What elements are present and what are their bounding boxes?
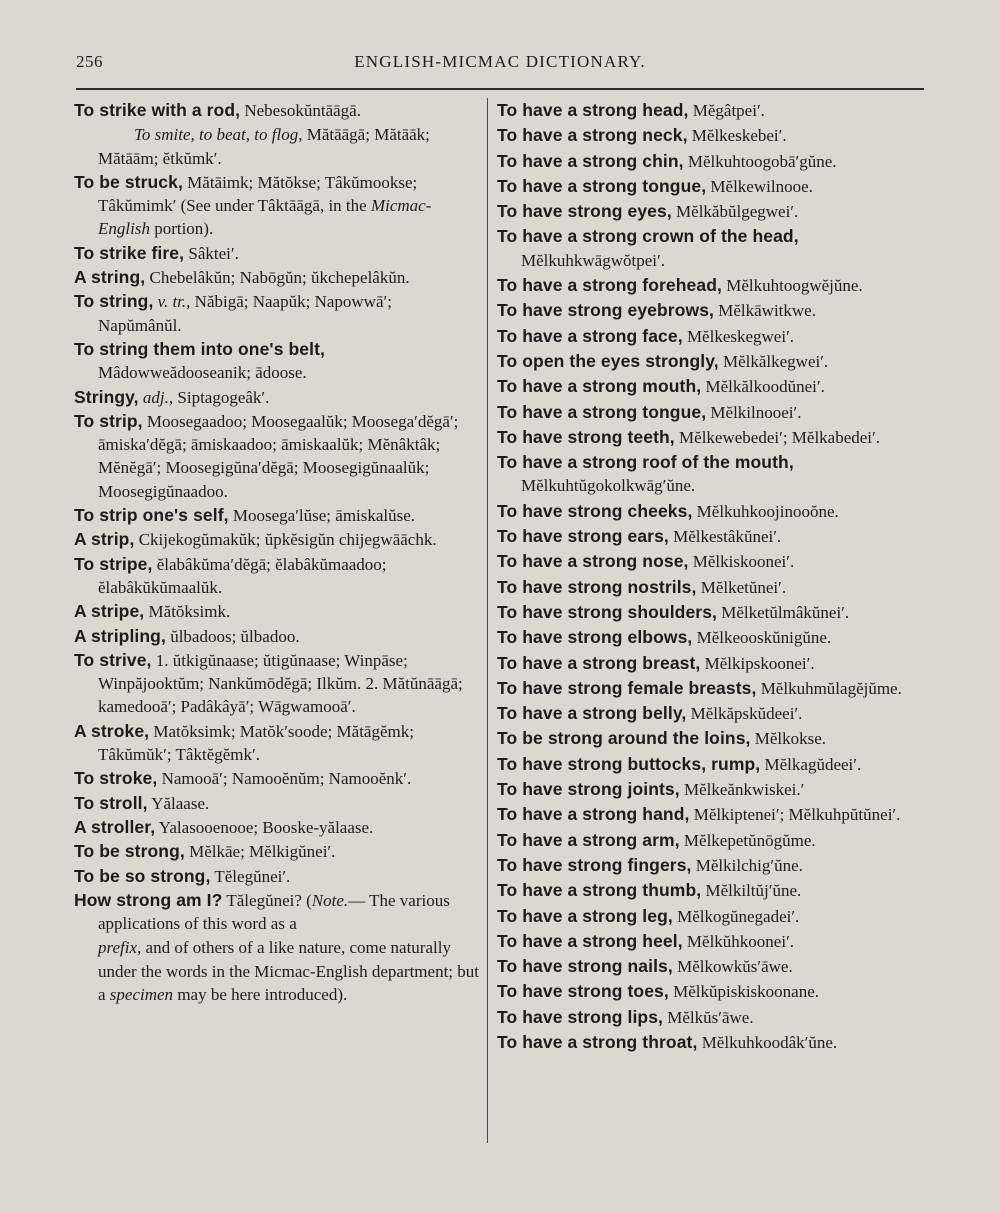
entry-definition: Mĕlkuhtŭgokolkwāg′ŭne. [521, 476, 696, 496]
column-divider [487, 98, 488, 1143]
entry-definition: Mâdowweădooseanik; ādoose. [98, 363, 307, 383]
entry-italic-note: prefix, [98, 938, 142, 958]
entry-headword: To strip, [74, 410, 143, 431]
entry-definition: Namooā′; Namooĕnŭm; Namooĕnk′. [157, 769, 412, 789]
entry-headword: To string, [74, 291, 154, 312]
dictionary-entry [74, 553, 479, 600]
entry-definition: Mĕlkălkegwei′. [718, 351, 829, 371]
dictionary-entry [74, 242, 479, 265]
entry-definition: Sâktei′. [184, 243, 239, 263]
entry-definition: Mĕlkiltŭj′ŭne. [701, 881, 802, 901]
entry-headword: To have a strong heel, [497, 930, 683, 951]
dictionary-entry [497, 451, 917, 498]
entry-headword: To have a strong face, [497, 325, 683, 346]
entry-headword: To have strong teeth, [497, 426, 675, 447]
entry-headword: To have a strong breast, [497, 652, 701, 673]
entry-definition: Mĕlkăbŭlgegwei′. [671, 202, 799, 222]
entry-headword: A stroller, [74, 816, 156, 837]
dictionary-entry [74, 889, 479, 936]
dictionary-entry [497, 401, 917, 424]
dictionary-entry [497, 879, 917, 902]
dictionary-entry [74, 936, 479, 1006]
entry-definition: Mĕlkeooskŭnigŭne. [692, 628, 832, 648]
entry-definition: Mĕlkogŭnegadei′. [672, 906, 800, 926]
entry-headword: To have strong fingers, [497, 854, 692, 875]
entry-definition: Moosegaadoo; Moosegaalŭk; Moosega′dĕgā′; āmiska′dĕgā; āmiskaadoo; āmiskaalŭk; Mĕnâktâk; Mĕnĕgā′; Moosegigŭna′dĕgā; Moosegigŭnaalŭk; Moosegigŭnaadoo. [98, 411, 459, 501]
dictionary-entry [74, 600, 479, 623]
entry-definition: Mĕlkŭs′āwe. [663, 1007, 754, 1027]
entry-italic-note: Micmac-English [98, 196, 432, 239]
dictionary-entry [497, 274, 917, 297]
entry-headword: To have strong ears, [497, 526, 669, 547]
dictionary-entry [497, 626, 917, 649]
entry-definition: Tĕlegŭnei′. [210, 866, 291, 886]
dictionary-entry [74, 338, 479, 385]
dictionary-entry [497, 1006, 917, 1029]
entry-definition: Năbigā; Naapŭk; Napowwā′; Napŭmânŭl. [98, 292, 392, 335]
page-number: 256 [76, 52, 103, 71]
entry-headword: To have strong lips, [497, 1006, 664, 1027]
entry-headword: To have a strong nose, [497, 551, 689, 572]
entry-definition: Mĕlkuhkoojinooŏne. [692, 501, 839, 521]
entry-headword: To have a strong hand, [497, 804, 690, 825]
dictionary-entry [497, 829, 917, 852]
dictionary-entry [497, 677, 917, 700]
dictionary-entry [74, 504, 479, 527]
dictionary-entry [74, 99, 479, 122]
entry-italic-note: Note. [311, 890, 349, 910]
entry-definition: Nebesokŭntāāgā. [240, 101, 361, 120]
entry-headword: To have strong shoulders, [497, 601, 717, 622]
entry-definition: Yalasooenooe; Booske-yălaase. [155, 817, 374, 837]
entry-definition: Mătāimk; Mătŏkse; Tâkŭmookse; Tâkŭmimk′ (See under Tâktāāgā, in the [98, 172, 418, 216]
entry-headword: To have a strong head, [497, 100, 689, 120]
entry-headword: A stroke, [74, 720, 150, 741]
right-column [497, 99, 917, 1056]
entry-headword: To have strong nostrils, [497, 576, 697, 597]
entry-headword: A stripling, [74, 625, 166, 646]
header-rule [76, 88, 924, 90]
dictionary-entry [497, 426, 917, 449]
entry-italic-note: specimen [109, 984, 174, 1004]
entry-definition: Ckijekogŭmakŭk; ŭpkĕsigŭn chijegwāāchk. [134, 530, 437, 550]
dictionary-entry [497, 727, 917, 750]
entry-headword: To have a strong thumb, [497, 880, 702, 901]
dictionary-entry [497, 753, 917, 776]
running-head: ENGLISH-MICMAC DICTIONARY. [354, 52, 646, 71]
entry-definition: Mĕgâtpei′. [688, 101, 765, 120]
dictionary-entry [74, 865, 479, 888]
entry-headword: To strike fire, [74, 242, 185, 263]
entry-definition: Mĕlkăpskŭdeei′. [686, 704, 803, 724]
entry-headword: A stripe, [74, 601, 145, 622]
entry-headword: To have a strong leg, [497, 905, 673, 926]
entry-definition: ŭlbadoos; ŭlbadoo. [165, 626, 300, 646]
dictionary-entry [74, 792, 479, 815]
entry-italic-note: adj., [138, 387, 174, 407]
entry-headword: To have a strong arm, [497, 829, 680, 850]
entry-definition: Mĕlkipskoonei′. [700, 653, 815, 673]
dictionary-entry [74, 171, 479, 241]
entry-headword: To have strong cheeks, [497, 500, 693, 521]
dictionary-entry [497, 576, 917, 599]
page-header [76, 52, 924, 78]
entry-headword: To have a strong crown of the head, [497, 226, 799, 247]
entry-headword: A string, [74, 267, 146, 288]
dictionary-entry [497, 225, 917, 272]
entry-definition: Mĕlkestâkŭnei′. [668, 527, 782, 547]
entry-definition: Mătŏksimk. [144, 602, 231, 622]
entry-headword: To have strong female breasts, [497, 677, 757, 698]
dictionary-entry [497, 550, 917, 573]
entry-definition: Mĕlkilnooei′. [706, 402, 802, 422]
dictionary-entry [74, 386, 479, 409]
entry-headword: To be struck, [74, 171, 183, 192]
entry-definition: Mĕlkiskoonei′. [688, 552, 795, 572]
entry-definition: Yălaase. [147, 793, 210, 813]
entry-definition: Mĕlkagŭdeei′. [760, 754, 862, 774]
entry-headword: To be strong around the loins, [497, 728, 751, 749]
dictionary-entry [497, 350, 917, 373]
entry-headword: To have a strong throat, [497, 1031, 698, 1052]
dictionary-entry [497, 905, 917, 928]
entry-headword: To strive, [74, 649, 152, 670]
entry-definition: Mătāāgā; Mătāāk; Mătāām; ĕtkŭmk′. [98, 125, 430, 168]
dictionary-entry [497, 980, 917, 1003]
entry-subheadword: To smite, to beat, to flog, [134, 125, 303, 145]
entry-definition: Mĕlkewebedei′; Mĕlkabedei′. [674, 427, 881, 447]
entry-definition: — The various applications of this word as a [98, 890, 450, 934]
entry-headword: To have strong toes, [497, 981, 669, 1002]
dictionary-entry [497, 854, 917, 877]
entry-definition: Mĕlkowkŭs′āwe. [672, 957, 793, 977]
entry-headword: To be so strong, [74, 865, 211, 886]
entry-headword: To have a strong forehead, [497, 275, 722, 296]
entry-definition: may be here introduced). [173, 984, 348, 1004]
entry-definition: 1. ŭtkigŭnaase; ŭtigŭnaase; Winpāse; Winpăjooktŭm; Nankŭmōdĕgā; Ilkŭm. 2. Mătŭnāāgā; kamedooā′; Padâkâyā′; Wāgwamooā′. [98, 650, 463, 717]
dictionary-entry [497, 200, 917, 223]
entry-headword: To have a strong tongue, [497, 401, 707, 422]
entry-definition: Chebelâkŭn; Nabōgŭn; ŭkchepelâkŭn. [145, 268, 410, 288]
dictionary-entry [497, 175, 917, 198]
entry-headword: To have strong joints, [497, 779, 680, 800]
entry-definition: Moosega′lŭse; āmiskalŭse. [228, 506, 416, 526]
entry-headword: To string them into one's belt, [74, 338, 325, 359]
entry-definition: Mĕlkilchig′ŭne. [691, 855, 803, 875]
dictionary-entry [497, 325, 917, 348]
dictionary-entry [497, 652, 917, 675]
dictionary-entry [74, 290, 479, 337]
entry-headword: To stroke, [74, 768, 158, 789]
dictionary-entry [497, 702, 917, 725]
entry-definition: Mĕlkuhmŭlagĕjŭme. [756, 678, 902, 698]
entry-definition: Mĕlkeănkwiskei.′ [679, 780, 805, 800]
entry-headword: To open the eyes strongly, [497, 350, 719, 371]
dictionary-entry [74, 266, 479, 289]
entry-definition: Mĕlkokse. [750, 729, 827, 749]
dictionary-entry [497, 150, 917, 173]
entry-headword: To have strong nails, [497, 956, 673, 977]
entry-definition: Tălegŭnei? ( [222, 890, 312, 910]
entry-definition: Mĕlkeskegwei′. [682, 326, 795, 346]
entry-headword: How strong am I? [74, 889, 223, 910]
entry-definition: Mĕlketŭnei′. [696, 577, 787, 597]
entry-definition: Mĕlkuhtoogobā′gŭne. [683, 151, 837, 171]
entry-headword: To strip one's self, [74, 505, 229, 526]
dictionary-entry [497, 1031, 917, 1054]
entry-headword: To have a strong belly, [497, 703, 687, 724]
dictionary-entry [497, 99, 917, 122]
entry-definition: Siptagogeâk′. [173, 387, 270, 407]
dictionary-entry [497, 601, 917, 624]
entry-definition: ĕlabâkŭma′dĕgā; ĕlabâkŭmaadoo; ĕlabâkŭkŭmaalŭk. [98, 554, 387, 597]
entry-headword: To stripe, [74, 553, 153, 574]
entry-definition: Mĕlkewilnooe. [706, 176, 813, 196]
dictionary-entry [497, 299, 917, 322]
entry-headword: To have a strong roof of the mouth, [497, 452, 794, 473]
dictionary-entry [74, 649, 479, 719]
entry-definition: Mĕlkŭpiskiskoonane. [668, 982, 819, 1002]
entry-definition: Mĕlkuhkwāgwŏtpei′. [521, 250, 665, 270]
dictionary-entry [497, 124, 917, 147]
left-column [74, 99, 479, 1007]
entry-definition: Mĕlkāwitkwe. [714, 301, 816, 321]
dictionary-entry [74, 720, 479, 767]
dictionary-entry [74, 816, 479, 839]
dictionary-entry [497, 930, 917, 953]
dictionary-entry [497, 955, 917, 978]
entry-headword: To stroll, [74, 792, 148, 813]
entry-definition: Mĕlkāe; Mĕlkigŭnei′. [184, 842, 336, 862]
entry-definition: and of others of a like nature, come naturally under the words in the Micmac-English department; but a [98, 938, 479, 1004]
entry-headword: To have a strong neck, [497, 125, 688, 146]
dictionary-entry [74, 123, 479, 170]
entry-definition: Mĕlkepetŭnōgŭme. [679, 830, 816, 850]
dictionary-entry [497, 525, 917, 548]
dictionary-entry [497, 500, 917, 523]
dictionary-entry [74, 528, 479, 551]
entry-headword: To have a strong chin, [497, 150, 684, 171]
entry-headword: To be strong, [74, 841, 185, 862]
dictionary-entry [497, 778, 917, 801]
entry-definition: Mĕlkiptenei′; Mĕlkuhpŭtŭnei′. [689, 805, 901, 825]
dictionary-entry [497, 375, 917, 398]
entry-headword: To have strong eyebrows, [497, 300, 714, 321]
entry-headword: Stringy, [74, 386, 139, 407]
entry-definition: Mĕlkŭhkoonei′. [682, 931, 795, 951]
entry-headword: To have a strong mouth, [497, 376, 702, 397]
entry-italic-note: v. tr., [153, 292, 191, 312]
dictionary-entry [74, 625, 479, 648]
entry-definition: Mĕlkălkoodŭnei′. [701, 377, 825, 397]
entry-headword: To strike with a rod, [74, 100, 241, 120]
entry-headword: To have strong eyes, [497, 201, 672, 222]
entry-headword: To have strong buttocks, rump, [497, 753, 761, 774]
entry-definition: portion). [149, 219, 214, 239]
dictionary-entry [74, 767, 479, 790]
entry-headword: To have strong elbows, [497, 627, 693, 648]
entry-definition: Mĕlkeskebei′. [687, 126, 787, 146]
entry-definition: Mĕlketŭlmâkŭnei′. [717, 602, 850, 622]
dictionary-entry [74, 840, 479, 863]
entry-definition: Matŏksimk; Matŏk′soode; Mătāgĕmk; Tâkŭmŭk′; Tâktĕgĕmk′. [98, 721, 414, 765]
entry-definition: Mĕlkuhkoodâk′ŭne. [697, 1032, 838, 1052]
entry-definition: Mĕlkuhtoogwĕjŭne. [721, 276, 863, 296]
dictionary-entry [497, 803, 917, 826]
entry-headword: A strip, [74, 529, 135, 550]
entry-headword: To have a strong tongue, [497, 175, 707, 196]
dictionary-entry [74, 410, 479, 503]
